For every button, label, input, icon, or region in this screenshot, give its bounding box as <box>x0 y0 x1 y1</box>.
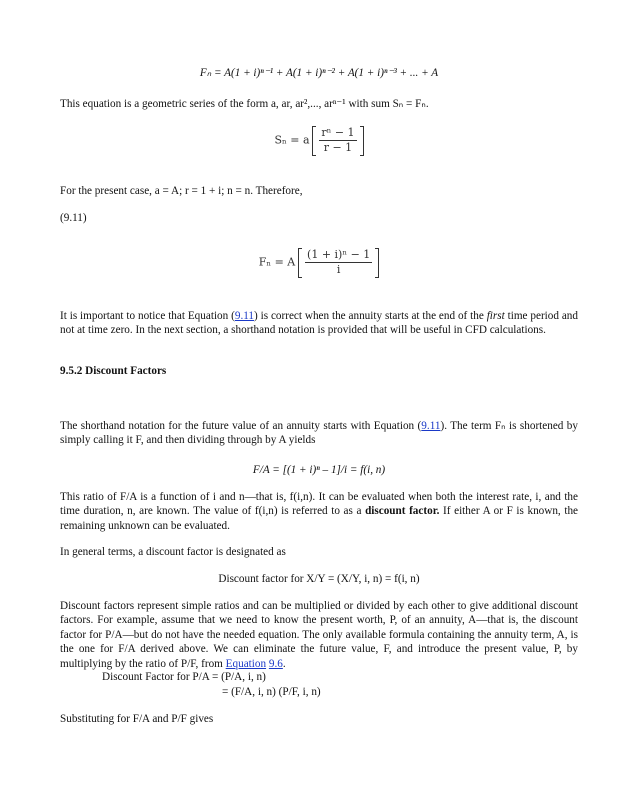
equation-pa-line-2: = (F/A, i, n) (P/F, i, n) <box>222 686 321 698</box>
equation-discount-factor: Discount factor for X/Y = (X/Y, i, n) = f(i, n) <box>218 573 420 585</box>
paragraph-general-terms: In general terms, a discount factor is designated as <box>60 546 286 558</box>
equation-sn <box>60 126 578 156</box>
paragraph-substituting: Substituting for F/A and P/F gives <box>60 713 214 725</box>
equation-pa-line-1: Discount Factor for P/A = (P/A, i, n) <box>102 671 266 683</box>
paragraph-shorthand: The shorthand notation for the future value of an annuity starts with Equation (9.11). The term Fₙ is shortened by simply calling it F, and then dividing through by A yields <box>60 420 578 447</box>
paragraph-discount-ratios: Discount factors represent simple ratios and can be multiplied or divided by each other to give additional discount factors. For example, assume that we need to know the present worth, P, of an annuity, A—that is, the discount factor for P/A—but do not have the needed equation. The only available formula containing the annuity term, A, is the one for F/A derived above. We can eliminate the future value, F, and introduce the present value, P, by multiplying by the ratio of P/F, from Equation 9.6. <box>60 600 578 670</box>
equation-fn-bracket <box>298 248 379 278</box>
equation-fn-series: Fₙ = A(1 + i)ⁿ⁻¹ + A(1 + i)ⁿ⁻² + A(1 + i)ⁿ⁻³ + ... + A <box>199 67 439 79</box>
paragraph-ratio: This ratio of F/A is a function of i and n—that is, f(i,n). It can be evaluated when both the interest rate, i, and the time duration, n, are known. The value of f(i,n) is referred to as a discount factor. If either A or F is known, the remaining unknown can be evaluated. <box>60 491 579 532</box>
equation-9-6-link[interactable]: 9.6 <box>268 657 283 670</box>
paragraph-geometric-series: This equation is a geometric series of the form a, ar, ar²,..., arⁿ⁻¹ with sum Sₙ = Fₙ. <box>60 98 429 110</box>
equation-sn-numerator: rⁿ − 1 <box>319 126 356 141</box>
equation-9-11-link-2[interactable]: 9.11 <box>421 420 441 432</box>
equation-label: (9.11) <box>60 212 87 224</box>
paragraph-important-notice: It is important to notice that Equation (9.11) is correct when the annuity starts at the end of the first time period and not at time zero. In the next section, a shorthand notation is provided that will be useful in CFD calculations. <box>60 310 578 337</box>
equation-fn-denominator: i <box>336 263 341 277</box>
section-heading: 9.5.2 Discount Factors <box>60 365 167 377</box>
equation-9-11-link[interactable]: 9.11 <box>234 310 255 322</box>
equation-fa: F/A = [(1 + i)ⁿ – 1]/i = f(i, n) <box>252 464 386 476</box>
equation-fn-numerator: (1 + i)ⁿ − 1 <box>305 248 372 263</box>
equation-fn-lhs: Fₙ = A <box>258 255 296 269</box>
equation-sn-lhs: Sₙ = a <box>274 133 310 147</box>
equation-link[interactable]: Equation <box>225 657 267 670</box>
paragraph-present-case: For the present case, a = A; r = 1 + i; n = n. Therefore, <box>60 185 303 197</box>
equation-sn-denominator: r − 1 <box>323 141 353 155</box>
equation-fn <box>60 248 578 278</box>
equation-sn-bracket <box>312 126 363 156</box>
